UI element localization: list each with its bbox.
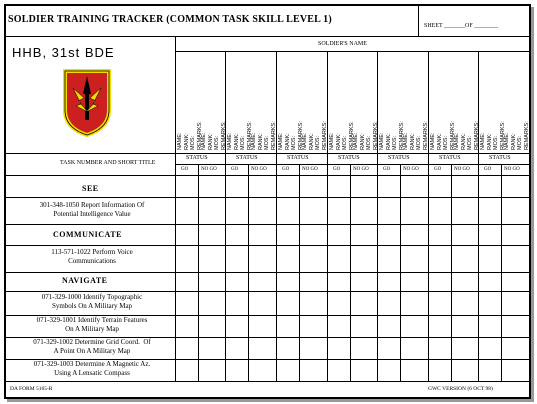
soldier-name-field[interactable]: NAME: RANK: MOS: REMARKS:	[430, 121, 456, 150]
soldier-name-field[interactable]: NAME: RANK: MOS: REMARKS:	[504, 121, 530, 150]
soldier-name-field[interactable]: NAME: RANK: MOS: REMARKS:	[379, 121, 405, 150]
soldier-name-field[interactable]: NAME: RANK: MOS: REMARKS:	[403, 121, 429, 150]
unit-emblem-shield-icon	[62, 68, 112, 138]
task-column-header: TASK NUMBER AND SHORT TITLE	[60, 160, 156, 166]
form-version: GWC VERSION (6 OCT 98)	[428, 386, 493, 392]
status-label: STATUS	[186, 155, 208, 161]
grid-line	[175, 164, 529, 165]
grid-line	[478, 51, 479, 381]
soldier-name-field[interactable]: NAME: RANK: MOS: REMARKS:	[302, 121, 328, 150]
go-label: GO	[333, 167, 341, 172]
soldier-name-field[interactable]: NAME: RANK: MOS: REMARKS:	[480, 121, 506, 150]
status-label: STATUS	[287, 155, 309, 161]
task-item: 071-329-1001 Identify Terrain Features On A Military Map	[36, 316, 148, 333]
unit-name: HHB, 31st BDE	[12, 45, 115, 60]
grid-line	[6, 153, 529, 154]
soldier-name-field[interactable]: NAME: RANK: MOS: REMARKS:	[227, 121, 253, 150]
section-heading-see: SEE	[82, 184, 99, 193]
status-label: STATUS	[439, 155, 461, 161]
nogo-label: NO GO	[353, 167, 369, 172]
grid-line	[6, 36, 529, 37]
grid-line	[225, 51, 226, 381]
soldier-name-field[interactable]: NAME: RANK: MOS: REMARKS:	[329, 121, 355, 150]
nogo-label: NO GO	[251, 167, 267, 172]
form-title: SOLDIER TRAINING TRACKER (COMMON TASK SKILL LEVEL 1)	[8, 14, 332, 25]
status-label: STATUS	[388, 155, 410, 161]
section-heading-navigate: NAVIGATE	[62, 276, 108, 285]
task-item: 113-571-1022 Perform Voice Communications	[51, 248, 133, 265]
go-label: GO	[484, 167, 492, 172]
grid-line	[428, 51, 429, 381]
status-label: STATUS	[489, 155, 511, 161]
go-label: GO	[383, 167, 391, 172]
soldier-name-field[interactable]: NAME: RANK: MOS: REMARKS:	[251, 121, 277, 150]
task-item: 071-329-1002 Determine Grid Coord. Of A Point On A Military Map	[33, 338, 151, 355]
task-item: 071-329-1003 Determine A Magnetic Az. Using A Lensatic Compass	[33, 360, 151, 377]
grid-line	[377, 51, 378, 381]
nogo-label: NO GO	[504, 167, 520, 172]
soldier-name-field[interactable]: NAME: RANK: MOS: REMARKS:	[201, 121, 227, 150]
task-item: 301-348-1050 Report Information Of Potential Intelligence Value	[39, 201, 145, 218]
grid-line	[6, 272, 529, 273]
grid-line	[418, 6, 419, 36]
nogo-label: NO GO	[201, 167, 217, 172]
grid-line	[276, 51, 277, 381]
soldier-name-field[interactable]: NAME: RANK: MOS: REMARKS:	[177, 121, 203, 150]
soldiers-name-header: SOLDIER'S NAME	[318, 41, 367, 47]
soldier-name-field[interactable]: NAME: RANK: MOS: REMARKS:	[278, 121, 304, 150]
go-label: GO	[434, 167, 442, 172]
status-label: STATUS	[338, 155, 360, 161]
task-item: 071-329-1000 Identify Topographic Symbols On A Military Map	[41, 293, 143, 310]
grid-line	[6, 197, 529, 198]
grid-line	[327, 51, 328, 381]
nogo-label: NO GO	[302, 167, 318, 172]
grid-line	[6, 291, 529, 292]
section-heading-communicate: COMMUNICATE	[53, 230, 122, 239]
grid-line	[175, 36, 176, 381]
go-label: GO	[231, 167, 239, 172]
nogo-label: NO GO	[454, 167, 470, 172]
grid-line	[6, 381, 529, 382]
sheet-number-field[interactable]: SHEET _______OF ________	[424, 23, 499, 29]
grid-line	[6, 224, 529, 225]
nogo-label: NO GO	[403, 167, 419, 172]
soldier-name-field[interactable]: NAME: RANK: MOS: REMARKS:	[353, 121, 379, 150]
grid-line	[6, 245, 529, 246]
go-label: GO	[181, 167, 189, 172]
go-label: GO	[282, 167, 290, 172]
grid-line	[175, 51, 529, 52]
form-number: DA FORM 5165-R	[10, 386, 53, 392]
soldier-name-field[interactable]: NAME: RANK: MOS: REMARKS:	[454, 121, 480, 150]
status-label: STATUS	[236, 155, 258, 161]
